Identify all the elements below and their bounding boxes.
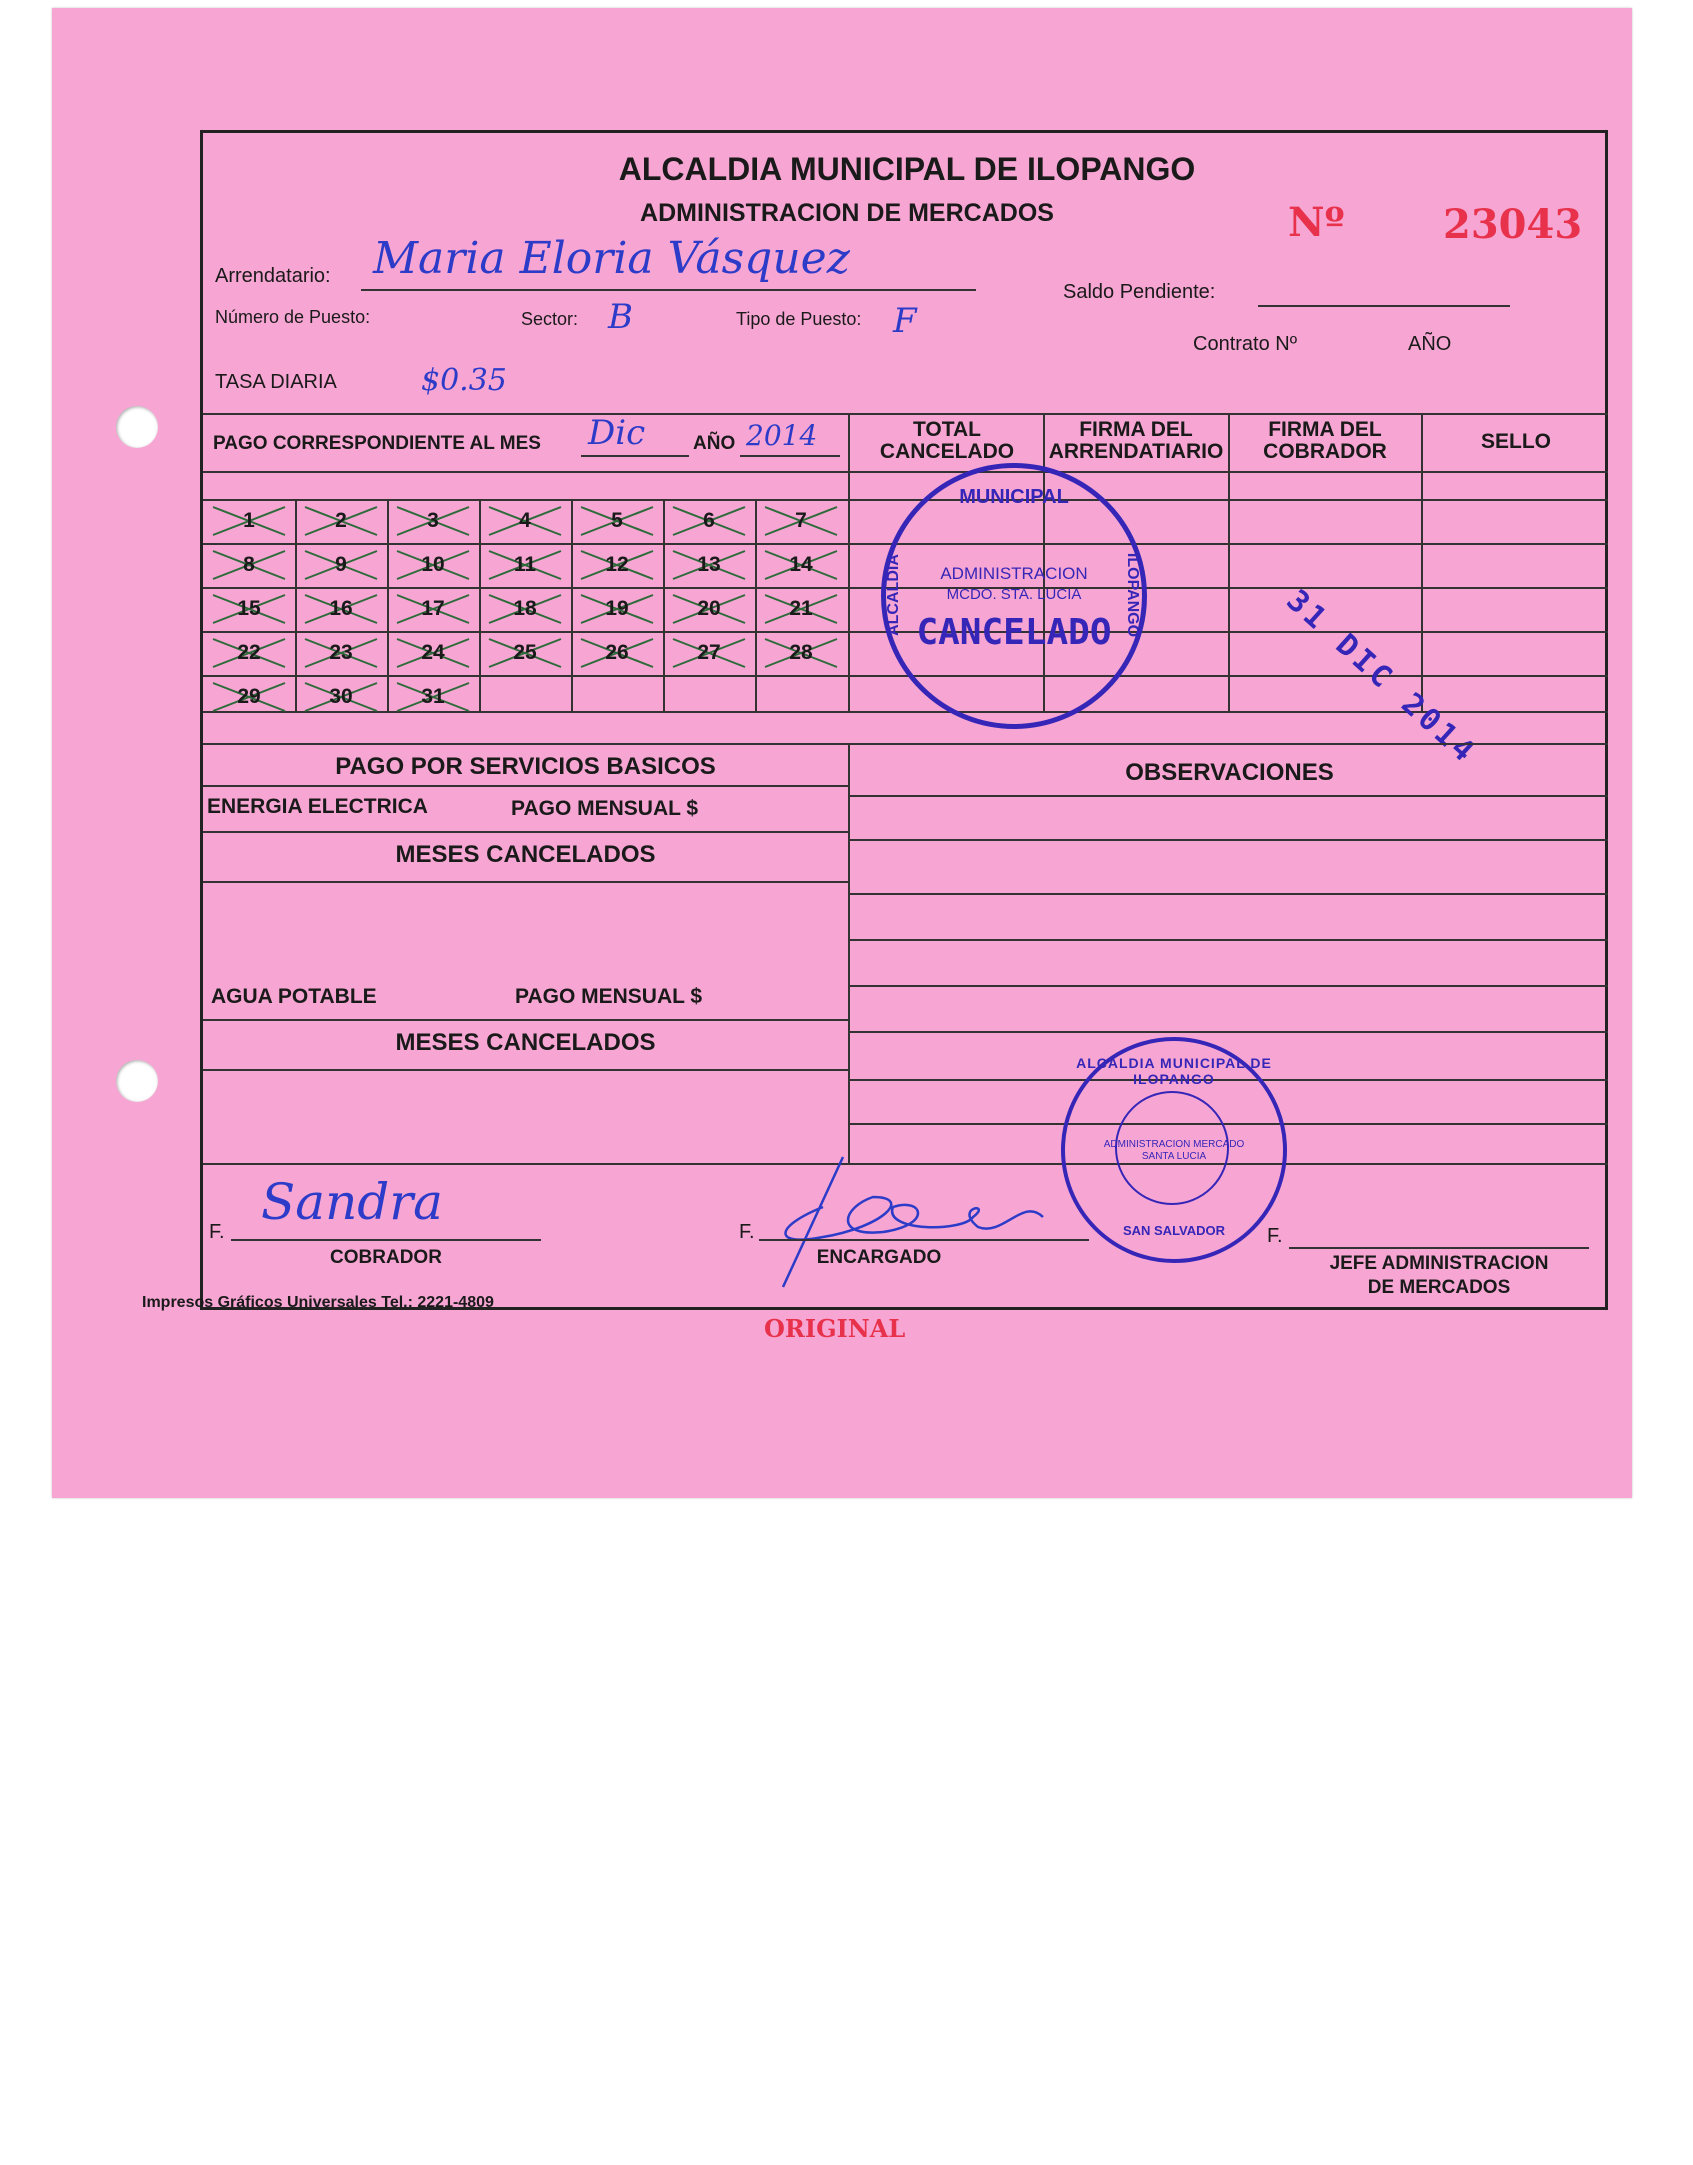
arrendatario-line <box>361 289 976 291</box>
energia-meses-label: MESES CANCELADOS <box>395 841 656 868</box>
jefe-label-2: DE MERCADOS <box>1367 1277 1511 1298</box>
cancelado-stamp-main: CANCELADO <box>916 612 1112 653</box>
receipt-sheet <box>52 8 1632 1498</box>
cobrador-label: COBRADOR <box>330 1247 442 1268</box>
col-divider-3 <box>1228 413 1230 711</box>
department-title: ADMINISTRACION DE MERCADOS <box>640 199 1054 227</box>
day-cell-8 <box>203 543 295 587</box>
day-number: 13 <box>697 553 721 576</box>
services-line-1 <box>203 785 848 787</box>
day-cell-3 <box>387 499 479 543</box>
tasa-label: TASA DIARIA <box>215 371 337 393</box>
obs-line-5 <box>848 985 1608 987</box>
services-line-5 <box>203 1069 848 1071</box>
day-number: 1 <box>243 509 255 532</box>
encargado-signature <box>763 1137 1063 1297</box>
day-cell-13 <box>663 543 755 587</box>
services-line-3 <box>203 881 848 883</box>
tipo-value: F <box>893 301 917 341</box>
table-top-line <box>203 413 1608 415</box>
day-cell-7 <box>755 499 847 543</box>
cancelado-stamp <box>881 463 1147 729</box>
day-number: 17 <box>421 597 445 620</box>
day-number: 30 <box>329 685 353 708</box>
day-number: 29 <box>237 685 261 708</box>
services-line-4 <box>203 1019 848 1021</box>
day-cell-31 <box>387 675 479 719</box>
day-number: 3 <box>427 509 439 532</box>
day-number: 5 <box>611 509 623 532</box>
seal-bottom-text: SAN SALVADOR <box>1122 1223 1226 1238</box>
saldo-line <box>1258 305 1510 307</box>
jefe-line <box>1289 1247 1589 1249</box>
encargado-label: ENCARGADO <box>816 1247 942 1268</box>
cancelado-stamp-line1: ADMINISTRACION <box>940 564 1088 583</box>
tasa-value: $0.35 <box>421 363 507 398</box>
obs-line-6 <box>848 1031 1608 1033</box>
day-number: 19 <box>605 597 629 620</box>
punch-hole-top <box>116 406 158 448</box>
firma-arrendatario-header: FIRMA DEL ARRENDATIARIO <box>1048 418 1224 463</box>
day-number: 27 <box>697 641 721 664</box>
sector-value: B <box>608 297 633 337</box>
obs-line-3 <box>848 893 1608 895</box>
arrendatario-value: Maria Eloria Vásquez <box>373 233 850 284</box>
day-number: 22 <box>237 641 261 664</box>
seal-inner-text: ADMINISTRACION MERCADO SANTA LUCIA <box>1103 1139 1245 1162</box>
day-number: 11 <box>513 553 537 576</box>
cobrador-signature: Sandra <box>261 1173 443 1231</box>
day-number: 4 <box>519 509 531 532</box>
day-number: 25 <box>513 641 537 664</box>
cancelado-stamp-right: ILOPANGO <box>1124 552 1141 638</box>
day-number: 20 <box>697 597 721 620</box>
jefe-label-1: JEFE ADMINISTRACION <box>1329 1253 1549 1274</box>
day-cell-14 <box>755 543 847 587</box>
official-seal <box>1061 1037 1287 1263</box>
day-cell-26 <box>571 631 663 675</box>
day-number: 15 <box>237 597 261 620</box>
day-cell-10 <box>387 543 479 587</box>
day-number: 6 <box>703 509 715 532</box>
pago-anio-label: AÑO <box>693 433 736 454</box>
day-number: 18 <box>513 597 537 620</box>
mes-line <box>581 455 689 457</box>
cancelado-stamp-top: MUNICIPAL <box>959 486 1069 508</box>
cobrador-f-label: F. <box>209 1221 225 1243</box>
day-cell-6 <box>663 499 755 543</box>
day-number: 26 <box>605 641 629 664</box>
sector-label: Sector: <box>521 309 579 329</box>
obs-line-4 <box>848 939 1608 941</box>
punch-hole-bottom <box>116 1060 158 1102</box>
contrato-label: Contrato Nº <box>1193 333 1298 355</box>
anio-value: 2014 <box>746 419 818 452</box>
obs-line-2 <box>848 839 1608 841</box>
energia-pago-label: PAGO MENSUAL $ <box>511 797 699 820</box>
day-cell-4 <box>479 499 571 543</box>
day-number: 16 <box>329 597 353 620</box>
agua-pago-label: PAGO MENSUAL $ <box>515 985 703 1008</box>
day-cell-11 <box>479 543 571 587</box>
day-cell-19 <box>571 587 663 631</box>
day-cell-16 <box>295 587 387 631</box>
date-stamp: 31 DIC 2014 <box>1279 583 1484 772</box>
total-cancelado-header: TOTAL CANCELADO <box>879 418 1015 463</box>
day-number: 10 <box>421 553 445 576</box>
receipt-number: 23043 <box>1443 201 1583 248</box>
tipo-label: Tipo de Puesto: <box>736 309 862 329</box>
observaciones-heading: OBSERVACIONES <box>1125 759 1334 786</box>
arrendatario-label: Arrendatario: <box>215 265 331 287</box>
obs-line-1 <box>848 795 1608 797</box>
day-cell-22 <box>203 631 295 675</box>
jefe-f-label: F. <box>1267 1225 1283 1247</box>
day-cell-5 <box>571 499 663 543</box>
cancelado-stamp-line2: MCDO. STA. LUCIA <box>946 586 1082 603</box>
day-cell-2 <box>295 499 387 543</box>
encargado-line <box>759 1239 1089 1241</box>
day-number: 8 <box>243 553 255 576</box>
pago-mes-label: PAGO CORRESPONDIENTE AL MES <box>213 433 541 454</box>
agua-label: AGUA POTABLE <box>211 985 377 1008</box>
day-number: 2 <box>335 509 347 532</box>
agua-meses-label: MESES CANCELADOS <box>395 1029 656 1056</box>
services-heading: PAGO POR SERVICIOS BASICOS <box>335 753 716 780</box>
energia-label: ENERGIA ELECTRICA <box>207 795 428 818</box>
day-number: 9 <box>335 553 347 576</box>
services-line-2 <box>203 831 848 833</box>
day-number: 14 <box>789 553 813 576</box>
cobrador-line <box>231 1239 541 1241</box>
day-cell-18 <box>479 587 571 631</box>
day-number: 28 <box>789 641 813 664</box>
mes-value: Dic <box>588 413 646 453</box>
copy-label: ORIGINAL <box>764 1314 906 1343</box>
encargado-f-label: F. <box>739 1221 755 1243</box>
receipt-number-label: Nº <box>1288 199 1345 246</box>
day-cell-9 <box>295 543 387 587</box>
printer-credit: Impresos Gráficos Universales Tel.: 2221-4809 <box>142 1294 494 1311</box>
table-header-bottom <box>203 471 1608 473</box>
day-cell-1 <box>203 499 295 543</box>
firma-cobrador-header: FIRMA DEL COBRADOR <box>1263 418 1387 463</box>
day-cell-27 <box>663 631 755 675</box>
day-number: 7 <box>795 509 807 532</box>
day-cell-28 <box>755 631 847 675</box>
day-cell-12 <box>571 543 663 587</box>
services-divider <box>848 743 850 1163</box>
day-cell-29 <box>203 675 295 719</box>
col-divider-4 <box>1421 413 1423 711</box>
day-cell-21 <box>755 587 847 631</box>
day-cell-17 <box>387 587 479 631</box>
seal-ring-text: ALCALDIA MUNICIPAL DE ILOPANGO <box>1076 1055 1272 1087</box>
puesto-label: Número de Puesto: <box>215 307 371 327</box>
day-cell-15 <box>203 587 295 631</box>
day-cell-30 <box>295 675 387 719</box>
day-number: 31 <box>421 685 445 708</box>
day-number: 23 <box>329 641 353 664</box>
day-number: 21 <box>789 597 813 620</box>
municipality-title: ALCALDIA MUNICIPAL DE ILOPANGO <box>618 151 1196 187</box>
receipt-form <box>200 130 1608 1310</box>
day-cell-23 <box>295 631 387 675</box>
sello-header: SELLO <box>1480 430 1551 453</box>
day-cell-20 <box>663 587 755 631</box>
col-divider-1 <box>848 413 850 711</box>
anio-line <box>740 455 840 457</box>
day-number: 24 <box>421 641 445 664</box>
day-cell-25 <box>479 631 571 675</box>
services-top-line <box>203 743 1608 745</box>
cancelado-stamp-side: ALCALDIA <box>885 554 902 636</box>
contrato-anio-label: AÑO <box>1408 333 1452 355</box>
day-cell-24 <box>387 631 479 675</box>
saldo-label: Saldo Pendiente: <box>1063 281 1216 303</box>
day-number: 12 <box>605 553 629 576</box>
